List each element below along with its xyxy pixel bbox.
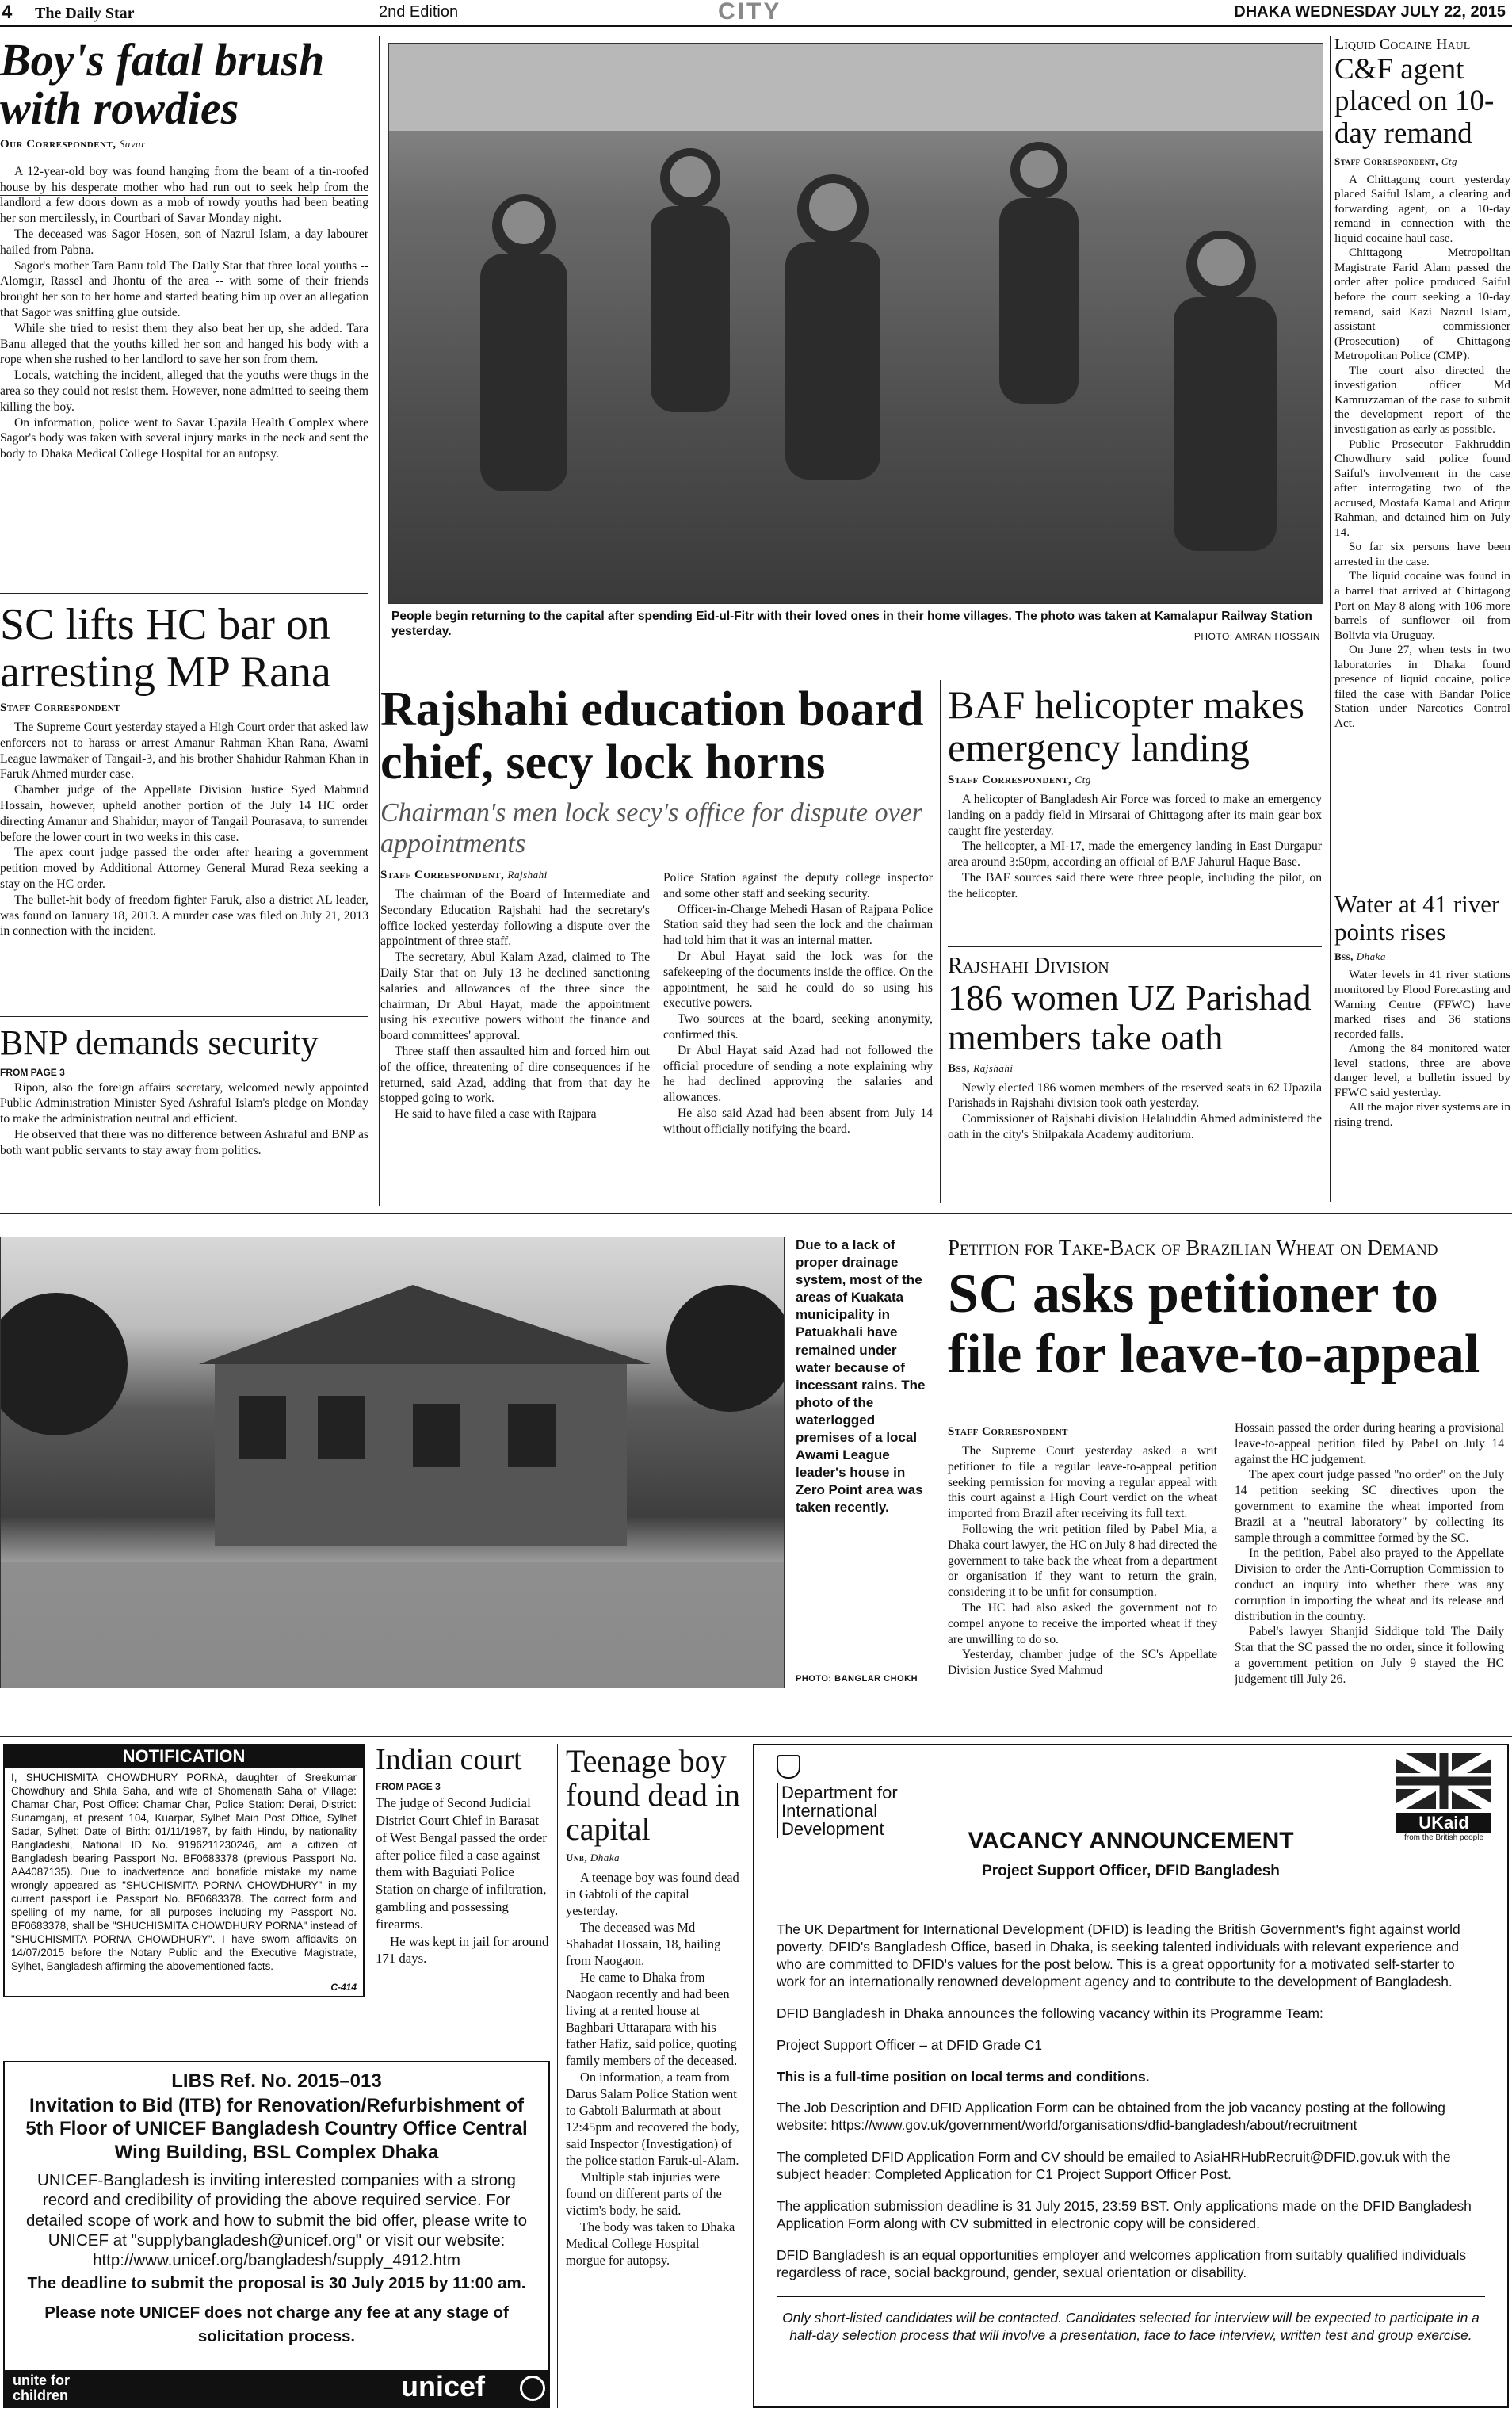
dateline: DHAKA WEDNESDAY JULY 22, 2015 bbox=[1234, 3, 1506, 21]
vacancy-title: VACANCY ANNOUNCEMENT bbox=[968, 1828, 1294, 1854]
kicker: Rajshahi Division bbox=[948, 954, 1109, 978]
masthead bbox=[0, 0, 1512, 27]
kicker: Liquid Cocaine Haul bbox=[1334, 36, 1471, 53]
article-bnp bbox=[0, 1024, 368, 1206]
photo-caption: People begin returning to the capital after spending Eid-ul-Fitr with their loved ones in their home villages. The photo was taken at Kamalapur Railway Station yesterday. bbox=[391, 610, 1312, 639]
itb-title: Invitation to Bid (ITB) for Renovation/Refurbishment of 5th Floor of UNICEF Bangladesh Country Office Central Wing Building, BSL Complex Dhaka bbox=[25, 2095, 528, 2163]
article-body: A helicopter of Bangladesh Air Force was forced to make an emergency landing on a paddy field in Mirsarai of Chittagong after its main gear box caught fire yesterday. The helicopter, a MI-17, made the emergency landing in East Durgapur area around 3:50pm, according an official of BAF Jahurul Haque Base. The BAF sources said there were three people, including the pilot, on the helicopter. bbox=[948, 793, 1322, 900]
headline[interactable]: Teenage boy found dead in capital bbox=[566, 1744, 740, 1848]
article-body-col2: Police Station against the deputy college inspector and some other staff and seeking security. Officer-in-Charge Mehedi Hasan of Rajpara Police Station said they had seen the lock and the chairman had told him that it was an internal matter. Dr Abul Hayat said the lock was for the safekeeping of the documents inside the office. On the appointment, he said he could do so using his executive powers. Two sources at the board, seeking anonymity, confirmed this. Dr Abul Hayat said Azad had not followed the official procedure of sending a note explaining why he had declined approving the salaries and allowances. He also said Azad had been absent from July 14 without officially notifying the board. bbox=[663, 871, 933, 1136]
photo-kuakata-flood[interactable] bbox=[0, 1237, 785, 1688]
headline[interactable]: SC asks petitioner to file for leave-to-appeal bbox=[948, 1263, 1480, 1385]
article-body: The Supreme Court yesterday stayed a High Court order that asked law enforcers not to harass or arrest Amanur Rahman Khan Rana, Awami League lawmaker of Tangail-3, and his brother Shahidur Rahman Khan in Faruk Ahmed murder case. Chamber judge of the Appellate Division Justice Syed Mahmud Hossain, however, upheld another portion of the July 14 HC order directing Amanur and Shahidur, mayor of Tangail Pourasava, to surrender before the lower court in two weeks in this case. The apex court judge passed the order after hearing a government petition moved by Additional Attorney General Murad Reza seeking a stay on the HC order. The bullet-hit body of freedom fighter Faruk, also a district AL leader, was found on January 18, 2013. A murder case was filed on July 21, 2013 in connection with the incident. bbox=[0, 720, 368, 938]
byline: Staff Correspondent bbox=[948, 1425, 1069, 1438]
article-wheat bbox=[948, 1237, 1512, 1720]
article-body-col1: The chairman of the Board of Intermediate and Secondary Education Rajshahi had the secretary's office locked yesterday following a dispute over the appointment of three staff. The secretary, Abul Kalam Azad, claimed to The Daily Star that on July 13 he declined sanctioning salaries and allowances of the three since the chairman, Dr Abul Hayat, made the appointment using his executive powers without the finance and board committees' approval. Three staff then assaulted him and forced him out of the office, threatening of dire consequences if he returned, said Azad, adding that from that day he stopped going to work. He said to have filed a case with Rajpara bbox=[380, 888, 650, 1122]
itb-deadline: The deadline to submit the proposal is 30 July 2015 by 11:00 am. bbox=[27, 2273, 526, 2292]
headline[interactable]: Water at 41 river points rises bbox=[1334, 891, 1500, 946]
article-boy bbox=[0, 36, 368, 583]
headline[interactable]: Rajshahi education board chief, secy lock horns bbox=[380, 683, 924, 789]
byline: Unb, Dhaka bbox=[566, 1851, 620, 1863]
vacancy-body: The UK Department for International Development (DFID) is leading the British Government's fight against world poverty. DFID's Bangladesh Office, based in Dhaka, is seeking talented individuals with relevant experience and who are committed to DFID's values for the post below. This is a great opportunity for a motivated self-starter to work for an internationally renowned development agency and to contribute to the development of Bangladesh. DFID Bangladesh in Dhaka announces the following vacancy within its Programme Team: Project Support Officer – at DFID Grade C1 This is a full-time position on local terms and conditions. The Job Description and DFID Application Form can be obtained from the job vacancy posting at the following website: https://www.gov.uk/government/world/organisations/dfid-bangladesh/about/recruitment The completed DFID Application Form and CV should be emailed to AsiaHRHubRecruit@DFID.gov.uk with the subject header: Completed Application for C1 Project Support Officer Post. The application submission deadline is 31 July 2015, 23:59 BST. Only applications made on the DFID Bangladesh Application Form along with CV submitted in electronic copy will be considered. DFID Bangladesh is an equal opportunities employer and welcomes application from suitably qualified individuals regardless of race, social background, gender, sexual orientation or disability. Only short-listed candidates will be contacted. Candidates selected for interview will be expected to participate in a half-day selection process that will involve a presentation, face to face interview, written test and group exercise. bbox=[777, 1921, 1485, 2345]
article-rajshahi bbox=[380, 683, 937, 1208]
headline[interactable]: C&F agent placed on 10-day remand bbox=[1334, 52, 1495, 150]
article-body: Water levels in 41 river stations monitored by Flood Forecasting and Warning Centre (FFWC) have marked rises and 36 stations recorded falls. Among the 84 monitored water level stations, three are above danger level, a bulletin issued by FFWC said yesterday. All the major river systems are in rising trend. bbox=[1334, 968, 1510, 1129]
article-body: The judge of Second Judicial District Court Chief in Barasat of West Bengal passed the order after police filed a case against them with Baguiati Police Station on charge of infiltration, gambling and possessing firearms. He was kept in jail for around 171 days. bbox=[376, 1795, 549, 1967]
headline[interactable]: BAF helicopter makes emergency landing bbox=[948, 683, 1304, 770]
from-page: FROM PAGE 3 bbox=[376, 1781, 441, 1793]
photo-credit: PHOTO: BANGLAR CHOKH bbox=[796, 1674, 918, 1684]
globe-icon bbox=[520, 2376, 545, 2401]
article-uz bbox=[948, 954, 1322, 1205]
headline[interactable]: SC lifts HC bar on arresting MP Rana bbox=[0, 601, 331, 698]
byline: Bss, Dhaka bbox=[1334, 950, 1386, 963]
union-flag-icon bbox=[1396, 1753, 1491, 1809]
article-baf bbox=[948, 683, 1322, 938]
photo-kamalapur-crowd[interactable] bbox=[388, 43, 1323, 604]
unicef-tagline: unite for children bbox=[13, 2372, 70, 2403]
byline: Staff Correspondent, Ctg bbox=[1334, 155, 1458, 167]
libs-ref: LIBS Ref. No. 2015–013 bbox=[171, 2070, 382, 2092]
notification-title: NOTIFICATION bbox=[5, 1745, 363, 1768]
page-number: 4 bbox=[2, 2, 13, 23]
article-teenage bbox=[566, 1744, 742, 2410]
unicef-itb-ad bbox=[3, 2061, 550, 2408]
byline: Staff Correspondent bbox=[0, 701, 121, 714]
from-page: FROM PAGE 3 bbox=[0, 1066, 65, 1078]
paper-name: The Daily Star bbox=[35, 5, 135, 22]
byline: Bss, Rajshahi bbox=[948, 1061, 1014, 1075]
unicef-footer bbox=[5, 2370, 548, 2406]
notification-body: I, SHUCHISMITA CHOWDHURY PORNA, daughter of Sreekumar Chowdhury and Shila Saha, and wife of Shomenath Saha of Village: Chamar Char, Post Office: Chamar Char, Police Station: Derai, District: Sunamganj, at present 104, Kuarpar, Sylhet Main Post Office, Sylhet Sadar, Sylhet: Date of Birth: 01/11/1987, by faith Hindu, by nationality Bangladeshi, National ID No. 9196211230246, am a citizen of Bangladesh bearing Passport No. BF0683378 (previous Passport No. AA4087135). Due to inadvertence and bonafide mistake my name wrongly appeared as "SHUCHISMITA PORNA CHOWDHURY" in my current passport i.e. Passport No. BF0683378. The correct form and spelling of my name, for all purposes including my Passport No. BF0683378, shall be "SHUCHISMITA CHOWDHURY PORNA" instead of "SHUCHISMITA PORNA CHOWDHURY". I have sworn affidavits on 14/07/2015 before the Notary Public and the Executive Magistrate, Sylhet, Bangladesh affirming the abovementioned facts. bbox=[11, 1772, 357, 1973]
article-cf bbox=[1334, 36, 1510, 878]
article-body-col1: The Supreme Court yesterday asked a writ petitioner to file a regular leave-to-appeal petition seeking permission for moving a regular appeal with this court against a High Court verdict on the wheat imported from Brazil after receiving its full text. Following the writ petition filed by Pabel Mia, a Dhaka court lawyer, the HC on July 8 had directed the government to take back the wheat from a department or organisation if they want to return the grain, considering it to be unfit for consumption. The HC had also asked the government not to compel anyone to receive the imported wheat if they are unwilling to do so. Yesterday, chamber judge of the SC's Appellate Division Justice Syed Mahmud bbox=[948, 1444, 1217, 1678]
article-sc-rana bbox=[0, 601, 368, 1013]
section-name: CITY bbox=[718, 0, 782, 25]
headline[interactable]: Boy's fatal brush with rowdies bbox=[0, 36, 325, 134]
article-water bbox=[1334, 891, 1510, 1205]
crest-icon bbox=[777, 1755, 800, 1779]
byline: Staff Correspondent, Rajshahi bbox=[380, 869, 548, 881]
photo-caption: Due to a lack of proper drainage system, most of the areas of Kuakata municipality in Patuakhali have remained under water because of incessant rains. The photo of the waterlogged premises of a local Awami League leader's house in Zero Point area was taken recently. bbox=[796, 1237, 926, 1516]
deck: Chairman's men lock secy's office for dispute over appointments bbox=[380, 797, 923, 858]
itb-note: Please note UNICEF does not charge any fee at any stage of solicitation process. bbox=[44, 2303, 509, 2345]
notification-ad bbox=[3, 1744, 365, 1997]
headline[interactable]: 186 women UZ Parishad members take oath bbox=[948, 977, 1312, 1057]
itb-body: UNICEF-Bangladesh is inviting interested companies with a strong record and credibility of providing the above required service. For detailed scope of work and how to submit the bid offer, please write to UNICEF at "supplybangladesh@unicef.org" or visit our website: http://www.unicef.org/bangladesh/supply_4912.htm bbox=[25, 2170, 528, 2270]
article-body: A 12-year-old boy was found hanging from the beam of a tin-roofed house by his desperate mother who had run out to seek help from the landlord a few doors down as a mob of rowdy youths had been beating her son mercilessly, in Courtbari of Savar Monday night. The deceased was Sagor Hosen, son of Nazrul Islam, a day labourer hailed from Pabna. Sagor's mother Tara Banu told The Daily Star that three local youths -- Alomgir, Rassel and Jhontu of the area -- with some of their friends brought her son to her home and started beating him up over an allegation that Sagor was sniffing glue outside. While she tried to resist them they also beat her up, she added. Tara Banu alleged that the youths killed her son and hanged his body with a rope when she rushed to her landlord to save her son from them. Locals, watching the incident, alleged that the youths were thugs in the area so they could not resist them. However, none admitted to seeing them killing the boy. On information, police went to Savar Upazila Health Complex where Sagor's body was taken with several injury marks in the neck and sent the body to Dhaka Medical College Hospital for an autopsy. bbox=[0, 164, 368, 461]
ukaid-logo: UKaid from the British people bbox=[1396, 1753, 1491, 1841]
article-indian-court bbox=[376, 1744, 550, 2029]
byline: Staff Correspondent, Ctg bbox=[948, 774, 1091, 786]
flood-illustration bbox=[1, 1237, 785, 1688]
vacancy-subtitle: Project Support Officer, DFID Bangladesh bbox=[982, 1863, 1280, 1879]
byline: Our Correspondent, Savar bbox=[0, 137, 146, 151]
unicef-logo: unicef bbox=[401, 2370, 486, 2402]
dfid-dept: Department for International Development bbox=[777, 1783, 927, 1838]
dfid-vacancy-ad bbox=[753, 1744, 1509, 2408]
article-body: A Chittagong court yesterday placed Saiful Islam, a clearing and forwarding agent, on a 10-day remand in connection with the liquid cocaine haul case. Chittagong Metropolitan Magistrate Farid Alam passed the order after police produced Saiful before the court seeking a 10-day remand, said Kazi Nazrul Islam, assistant commissioner (Prosecution) of Chittagong Metropolitan Police (CMP). The court also directed the investigation officer Md Kamruzzaman of the case to submit the development report of the investigation as early as possible. Public Prosecutor Fakhruddin Chowdhury said police found Saiful's involvement in the case after interrogating two of the accused, Mostafa Kamal and Atiqur Rahman, and detained him on July 14. So far six persons have been arrested in the case. The liquid cocaine was found in a barrel that arrived at Chittagong Port on May 8 along with 106 more barrels of sunflower oil from Bolivia via Uruguay. On June 27, when tests in two laboratories in Dhaka found presence of liquid cocaine, police filed the case with Bandar Police Station under Narcotics Control Act. bbox=[1334, 172, 1510, 730]
article-body: A teenage boy was found dead in Gabtoli of the capital yesterday. The deceased was Md Shahadat Hossain, 18, hailing from Naogaon. He came to Dhaka from Naogaon recently and had been living at a rented house at Baghbari Uttarapara with his father Hafiz, said police, quoting family members of the deceased. On information, a team from Darus Salam Police Station went to Gabtoli Balurmath at about 12:45pm and recovered the body, said Inspector (Investigation) of the police station Faruk-ul-Alam. Multiple stab injuries were found on different parts of the victim's body, he said. The body was taken to Dhaka Medical College Hospital morgue for autopsy. bbox=[566, 1869, 739, 2268]
photo-credit: PHOTO: AMRAN HOSSAIN bbox=[1193, 631, 1320, 642]
headline[interactable]: BNP demands security bbox=[0, 1024, 319, 1062]
kicker: Petition for Take-Back of Brazilian Wheat on Demand bbox=[948, 1237, 1438, 1260]
article-body-col2: Hossain passed the order during hearing a provisional leave-to-appeal petition filed by Pabel on July 14 against the HC judgement. The apex court judge passed "no order" on the July 14 petition seeking SC directives upon the government to examine the wheat imported from Brazil at a "neutral laboratory" by collecting its sample through a committee formed by the SC. In the petition, Pabel also prayed to the Appellate Division to order the Anti-Corruption Commission to conduct an inquiry into whether there was any corruption in importing the wheat and its release and distribution in the country. Pabel's lawyer Shanjid Siddique told The Daily Star that the SC passed the no order, since it following a government petition on July 9 stayed the HC judgement till July 26. bbox=[1235, 1421, 1504, 1686]
article-body: Ripon, also the foreign affairs secretary, welcomed newly appointed Public Administration Minister Syed Ashraful Islam's pledge on Monday to make the administration neutral and efficient. He observed that there was no difference between Ashraful and BNP as both want public servants to stay away from politics. bbox=[0, 1080, 368, 1157]
crowd-illustration bbox=[389, 44, 1323, 604]
article-body: Newly elected 186 women members of the reserved seats in 62 Upazila Parishads in Rajshahi division took oath yesterday. Commissioner of Rajshahi division Helaluddin Ahmed administered the oath in the city's Shilpakala Academy auditorium. bbox=[948, 1080, 1322, 1141]
headline[interactable]: Indian court bbox=[376, 1744, 522, 1776]
edition: 2nd Edition bbox=[379, 3, 459, 21]
notification-code: C-414 bbox=[330, 1982, 357, 1993]
